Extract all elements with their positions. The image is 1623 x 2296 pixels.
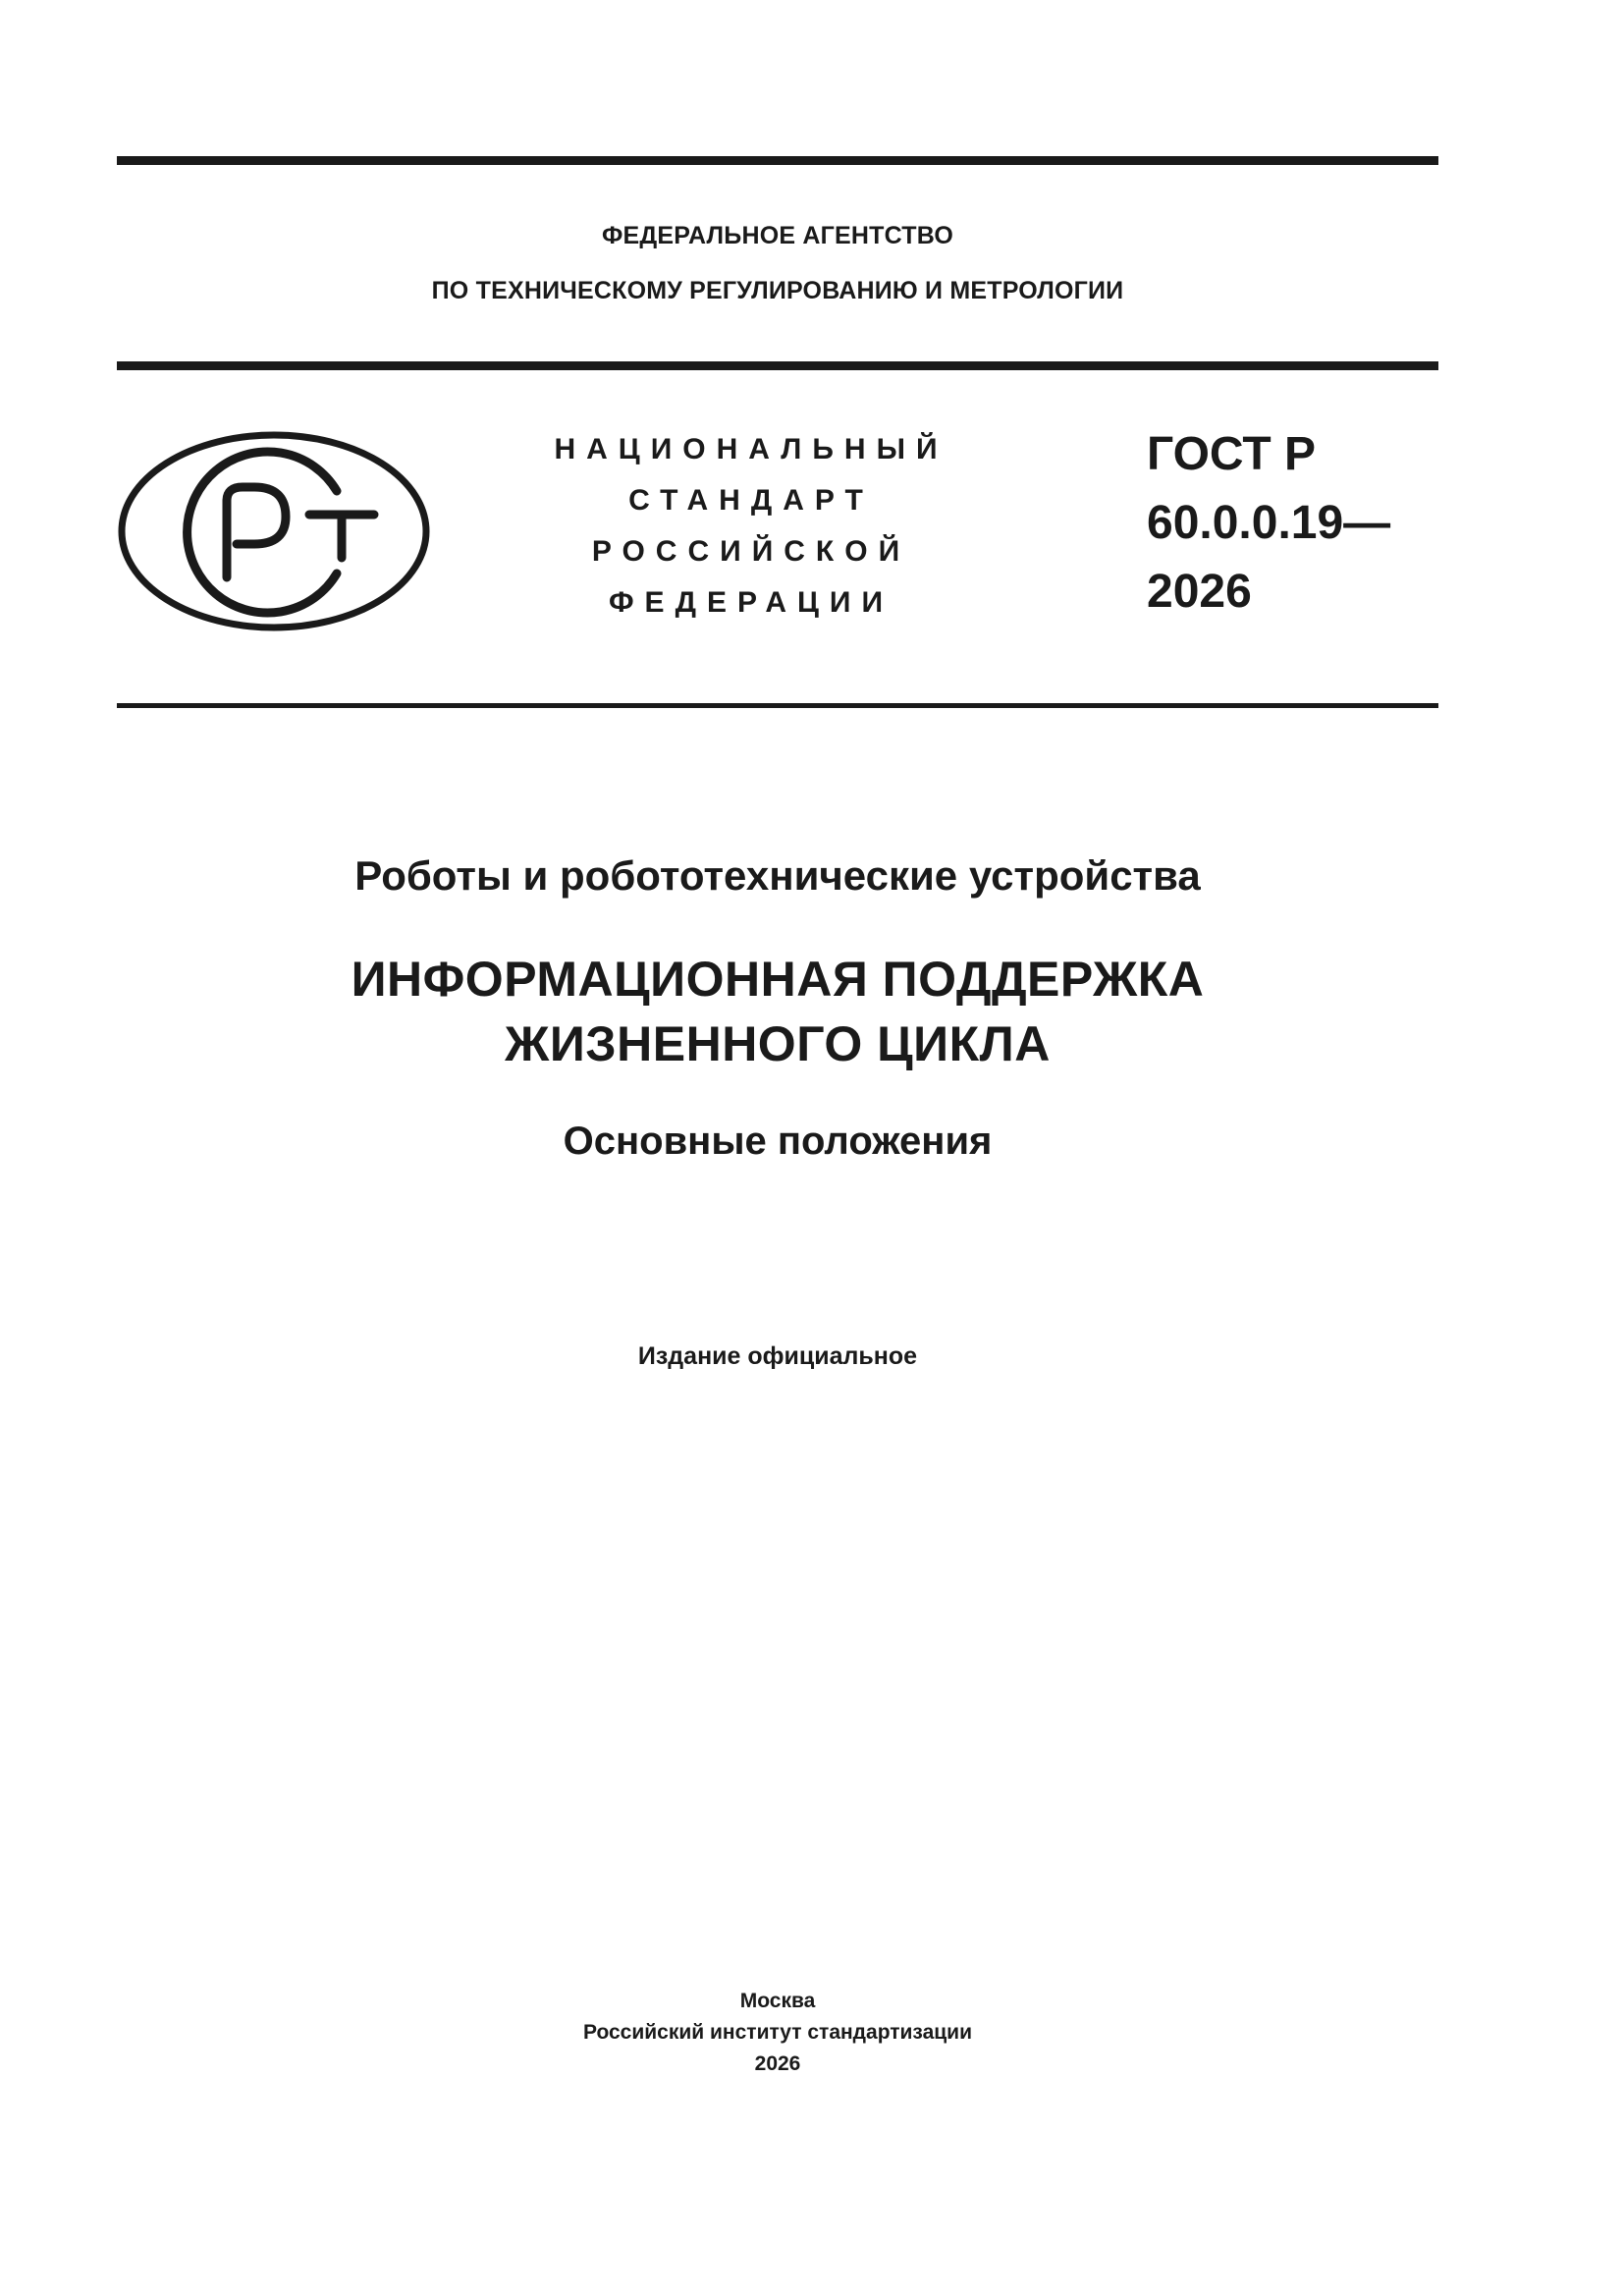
imprint-year: 2026 [754, 2052, 801, 2075]
lower-divider [117, 703, 1438, 708]
national-standard-line-1: НАЦИОНАЛЬНЫЙ [554, 433, 948, 465]
imprint-publisher: Российский институт стандартизации [582, 2021, 973, 2044]
national-standard-label [530, 424, 972, 629]
middle-divider [117, 361, 1438, 370]
group-title: Роботы и робототехнические устройства [354, 852, 1201, 899]
imprint-city: Москва [739, 1990, 816, 2012]
edition-label: Издание официальное [637, 1342, 918, 1370]
agency-name-line-2: ПО ТЕХНИЧЕСКОМУ РЕГУЛИРОВАНИЮ И МЕТРОЛОГИИ [431, 277, 1124, 304]
main-title-line-1: ИНФОРМАЦИОННАЯ ПОДДЕРЖКА [351, 952, 1205, 1007]
national-standard-line-3: РОССИЙСКОЙ [591, 535, 911, 568]
national-standard-line-4: ФЕДЕРАЦИИ [608, 586, 894, 619]
designation-line-2: 60.0.0.19— [1147, 497, 1391, 549]
national-standard-line-2: СТАНДАРТ [628, 484, 874, 517]
subtitle: Основные положения [563, 1120, 993, 1163]
rst-certification-mark-icon [117, 430, 431, 632]
top-divider [117, 156, 1438, 165]
designation-line-3: 2026 [1147, 566, 1252, 618]
imprint [117, 1986, 1438, 2080]
standard-designation [1147, 420, 1441, 627]
agency-name-line-1: ФЕДЕРАЛЬНОЕ АГЕНТСТВО [602, 222, 953, 249]
main-title [117, 947, 1438, 1076]
designation-line-1: ГОСТ Р [1147, 428, 1317, 480]
main-title-line-2: ЖИЗНЕННОГО ЦИКЛА [505, 1016, 1051, 1071]
